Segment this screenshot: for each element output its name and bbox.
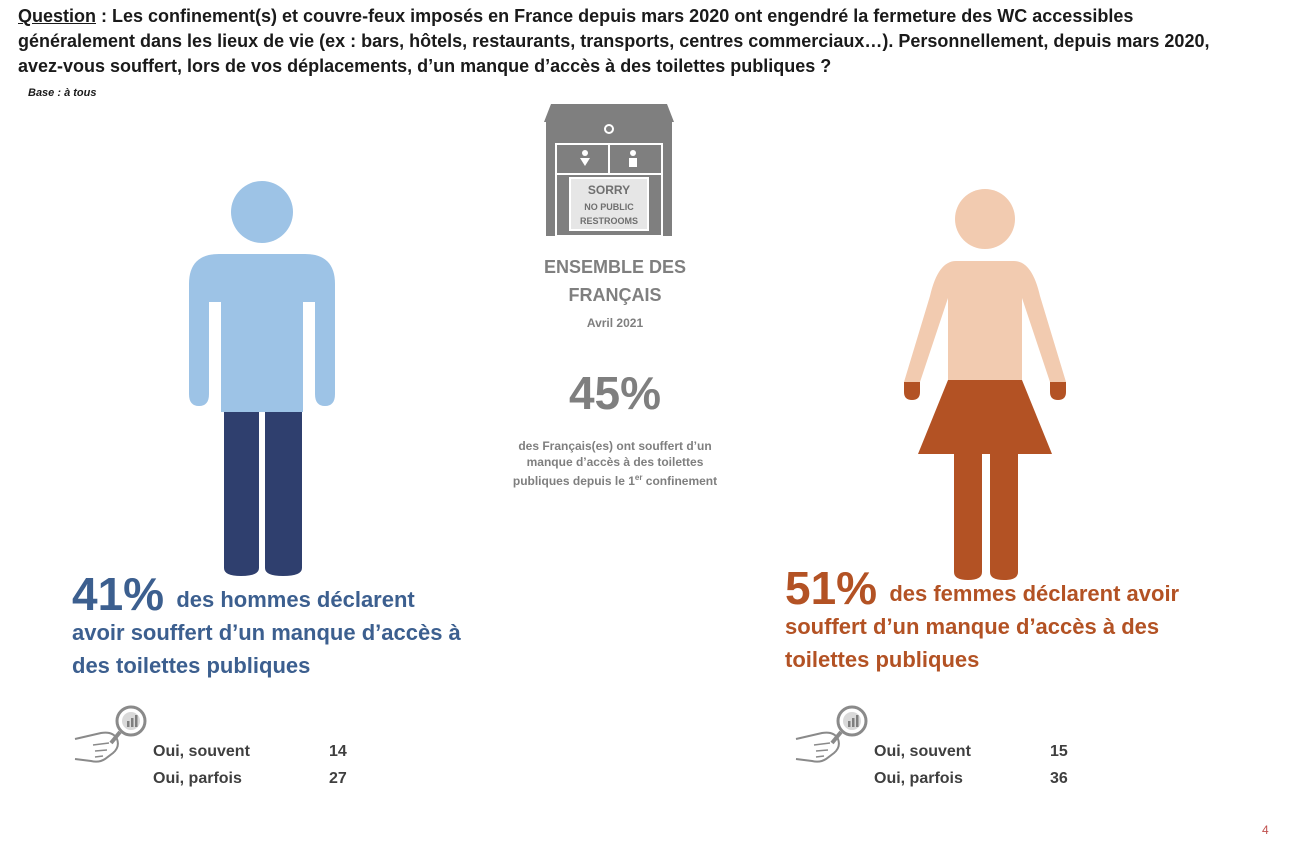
men-detail-row [153,743,347,761]
center-title-line-2: FRANÇAIS [568,285,662,305]
magnifier-hand-icon [73,703,151,767]
women-detail-row [874,743,1068,761]
women-statement [785,562,1205,676]
center-description [512,438,718,489]
center-title [525,253,705,309]
center-title-line-1: ENSEMBLE DES [543,257,687,277]
women-percent: 51% [785,562,878,614]
center-desc-end: confinement [642,474,718,488]
center-desc-main: des Français(es) ont souffert d’un manque d’accès à des toilettes publiques depuis le 1 [512,439,712,488]
women-detail-table [874,743,1094,799]
women-detail-row [874,770,1068,788]
men-row-value: 27 [329,770,347,787]
women-text: des femmes déclarent avoir souffert d’un manque d’accès à des toilettes publiques [785,581,1180,672]
women-row-value: 15 [1050,743,1068,760]
question-label: Question [18,6,97,26]
sign-line-2: NO PUBLIC [584,202,634,212]
men-row-value: 14 [329,743,347,760]
women-row-label: Oui, souvent [874,743,971,760]
women-row-label: Oui, parfois [874,770,963,787]
question-text [18,4,1248,79]
page-number: 4 [1262,823,1269,837]
men-statement [72,568,472,682]
center-desc-sup: er [634,473,643,482]
restroom-closed-sign-icon [543,104,675,236]
woman-figure-icon [898,186,1073,586]
center-date: Avril 2021 [586,316,644,330]
men-detail-row [153,770,347,788]
men-row-label: Oui, souvent [153,743,250,760]
magnifier-hand-icon [794,703,872,767]
men-row-label: Oui, parfois [153,770,242,787]
men-percent: 41% [72,568,165,620]
sign-line-3: RESTROOMS [579,216,639,226]
women-row-value: 36 [1050,770,1068,787]
sign-line-1: SORRY [587,183,631,197]
center-percent: 45% [568,367,662,419]
men-text: des hommes déclarent avoir souffert d’un manque d’accès à des toilettes publiques [72,587,461,678]
base-note: Base : à tous [28,87,97,99]
man-figure-icon [185,180,340,580]
question-body: : Les confinement(s) et couvre-feux imposés en France depuis mars 2020 ont engendré la fermeture des WC accessibles généralement dans les lieux de vie (ex : bars, hôtels, restaurants, transports, centres commerciaux…). Personnellement, depuis mars 2020, avez-vous souffert, lors de vos déplacements, d’un manque d’accès à des toilettes publiques ? [18,6,1210,76]
men-detail-table [153,743,373,799]
